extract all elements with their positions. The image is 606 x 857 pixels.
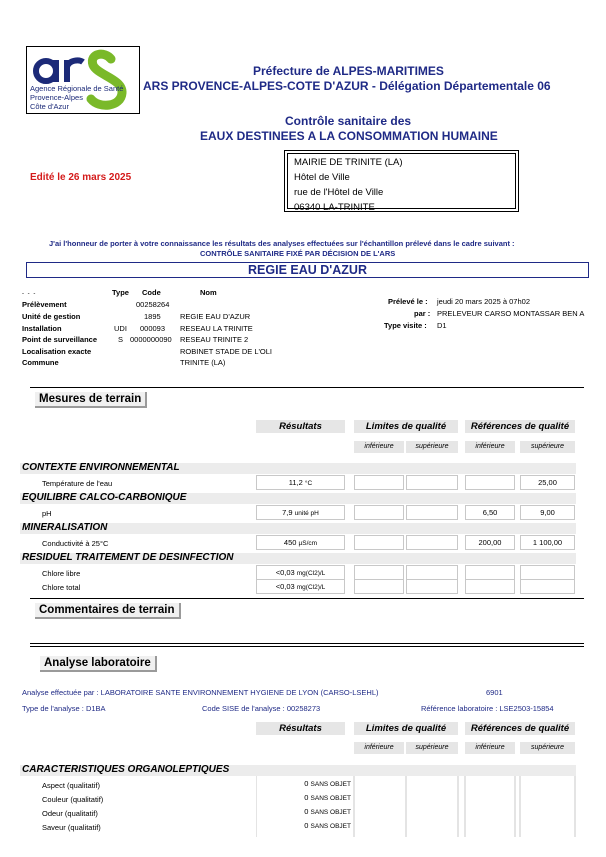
prefecture-title: Préfecture de ALPES-MARITIMES <box>253 64 444 78</box>
result-value: 0 <box>304 779 309 788</box>
intro-line-1: J'ai l'honneur de porter à votre connaissance les résultats des analyses effectuées sur l'échantillon prélevé dans le cadre suivant : <box>49 239 515 248</box>
lim-sup-cell <box>406 579 458 594</box>
dash-mark: - - - <box>22 291 37 297</box>
lim-inf-header: inférieure <box>354 441 404 453</box>
result-cell <box>256 579 345 594</box>
labo-title: Analyse laboratoire <box>40 656 157 672</box>
recipient-address <box>284 150 519 212</box>
installation-nom: RESEAU LA TRINITE <box>180 324 253 333</box>
col-resultats: Résultats <box>256 722 345 735</box>
labo-code: 6901 <box>486 688 503 697</box>
result-unit: SANS OBJET <box>310 809 351 816</box>
col-resultats: Résultats <box>256 420 345 433</box>
localisation-nom: ROBINET STADE DE L'OLI <box>180 347 273 356</box>
ars-logo <box>26 46 140 114</box>
address-line-1: MAIRIE DE TRINITE (LA) <box>294 157 403 168</box>
logo-line-2: Provence-Alpes <box>30 93 83 102</box>
intro-line-2: CONTRÔLE SANITAIRE FIXÉ PAR DÉCISION DE L'ARS <box>200 249 396 258</box>
address-line-3: rue de l'Hôtel de Ville <box>294 187 384 198</box>
result-unit: mg(Cl2)/L <box>296 584 326 591</box>
result-value: 7,9 <box>282 508 293 517</box>
lim-inf-cell <box>354 565 404 580</box>
mesures-terrain-title: Mesures de terrain <box>35 392 147 408</box>
typevisite-label: Type visite : <box>384 321 427 330</box>
col-limites: Limites de qualité <box>354 722 458 735</box>
par-value: PRELEVEUR CARSO MONTASSAR BEN A <box>437 309 585 318</box>
eaux-title: EAUX DESTINEES A LA CONSOMMATION HUMAINE <box>200 129 498 141</box>
unite-code: 1895 <box>144 312 161 321</box>
ref-inf-cell <box>465 579 515 594</box>
col-references: Références de qualité <box>465 420 575 433</box>
ars-title: ARS PROVENCE-ALPES-COTE D'AZUR - Délégation Départementale 06 <box>143 79 551 93</box>
category-title: CONTEXTE ENVIRONNEMENTAL <box>22 462 180 473</box>
point-label: Point de surveillance <box>22 335 98 344</box>
ref-inf-cell <box>465 475 515 490</box>
lim-sup-cell <box>406 565 458 580</box>
col-type-header: Type <box>112 288 129 297</box>
divider <box>30 646 584 647</box>
labo-reference: Référence laboratoire : LSE2503-15854 <box>421 704 554 713</box>
result-unit: mg(Cl2)/L <box>296 570 326 577</box>
result-cell <box>256 475 345 490</box>
result-cell <box>256 565 345 580</box>
result-value: 11,2 <box>288 478 303 487</box>
lim-inf-cell <box>354 475 404 490</box>
lim-sup-cell <box>406 535 458 550</box>
prelevement-code: 00258264 <box>136 300 170 309</box>
commune-nom: TRINITE (LA) <box>180 358 226 367</box>
labo-grid <box>256 775 576 837</box>
category-title: CARACTERISTIQUES ORGANOLEPTIQUES <box>22 764 230 775</box>
result-unit: µS/cm <box>298 540 318 547</box>
prelevement-label: Prélèvement <box>22 300 67 309</box>
result-cell <box>256 535 345 550</box>
result-unit: unité pH <box>294 510 319 517</box>
divider <box>30 643 584 644</box>
result-unit: °C <box>304 480 313 487</box>
col-code-header: Code <box>142 288 161 297</box>
ref-sup-cell <box>520 579 575 594</box>
edited-date: Edité le 26 mars 2025 <box>30 172 132 183</box>
ref-inf-header: inférieure <box>465 441 515 453</box>
row-label: Saveur (qualitatif) <box>42 823 101 832</box>
col-references: Références de qualité <box>465 722 575 735</box>
divider <box>30 598 584 599</box>
ref-inf-header: inférieure <box>465 742 515 754</box>
result-unit: SANS OBJET <box>310 781 351 788</box>
ref-inf-cell: 200,00 <box>465 535 515 550</box>
controle-title: Contrôle sanitaire des <box>285 114 412 128</box>
ref-sup-cell: 25,00 <box>520 475 575 490</box>
commune-label: Commune <box>22 358 59 367</box>
preleve-label: Prélevé le : <box>388 297 428 306</box>
result-value: <0,03 <box>275 568 295 577</box>
lim-sup-cell <box>406 475 458 490</box>
result-unit: SANS OBJET <box>310 795 351 802</box>
ref-sup-cell <box>520 565 575 580</box>
ref-sup-cell: 1 100,00 <box>520 535 575 550</box>
ref-sup-cell: 9,00 <box>520 505 575 520</box>
par-label: par : <box>414 309 431 318</box>
address-line-4: 06340 LA-TRINITE <box>294 202 375 213</box>
address-line-2: Hôtel de Ville <box>294 172 350 183</box>
localisation-label: Localisation exacte <box>22 347 92 356</box>
row-label: Aspect (qualitatif) <box>42 781 100 790</box>
installation-code: 000093 <box>140 324 166 333</box>
installation-label: Installation <box>22 324 62 333</box>
row-label: Chlore total <box>42 583 81 592</box>
lim-sup-header: supérieure <box>406 441 458 453</box>
logo-line-1: Agence Régionale de Santé <box>30 84 124 93</box>
point-code: 0000000090 <box>130 335 172 344</box>
row-label: Odeur (qualitatif) <box>42 809 98 818</box>
point-type: S <box>118 335 124 344</box>
row-label: Chlore libre <box>42 569 81 578</box>
labo-code-sise: Code SISE de l'analyse : 00258273 <box>202 704 321 713</box>
lim-inf-header: inférieure <box>354 742 404 754</box>
preleve-value: jeudi 20 mars 2025 à 07h02 <box>437 297 530 306</box>
category-title: EQUILIBRE CALCO-CARBONIQUE <box>22 492 187 503</box>
lim-inf-cell <box>354 579 404 594</box>
row-label: Température de l'eau <box>42 479 113 488</box>
category-title: RESIDUEL TRAITEMENT DE DESINFECTION <box>22 552 234 563</box>
result-value: 0 <box>304 793 309 802</box>
result-value: 0 <box>304 821 309 830</box>
ref-sup-header: supérieure <box>520 441 575 453</box>
lim-inf-cell <box>354 535 404 550</box>
result-value: 0 <box>304 807 309 816</box>
labo-type: Type de l'analyse : D1BA <box>22 704 106 713</box>
col-limites: Limites de qualité <box>354 420 458 433</box>
labo-effectuee: Analyse effectuée par : LABORATOIRE SANTE ENVIRONNEMENT HYGIENE DE LYON (CARSO-LSEHL) <box>22 688 379 697</box>
row-label: pH <box>42 509 52 518</box>
installation-type: UDI <box>114 324 127 333</box>
result-value: 450 <box>283 538 297 547</box>
commentaires-title: Commentaires de terrain <box>35 603 181 619</box>
lim-sup-header: supérieure <box>406 742 458 754</box>
point-nom: RESEAU TRINITE 2 <box>180 335 249 344</box>
ref-inf-cell <box>465 565 515 580</box>
row-label: Conductivité à 25°C <box>42 539 109 548</box>
ref-sup-header: supérieure <box>520 742 575 754</box>
typevisite-value: D1 <box>437 321 447 330</box>
col-nom-header: Nom <box>200 288 217 297</box>
ref-inf-cell: 6,50 <box>465 505 515 520</box>
category-title: MINERALISATION <box>22 522 108 533</box>
logo-line-3: Côte d'Azur <box>30 102 69 111</box>
result-unit: SANS OBJET <box>310 823 351 830</box>
result-cell <box>256 505 345 520</box>
regie-banner: REGIE EAU D'AZUR <box>26 262 589 278</box>
lim-sup-cell <box>406 505 458 520</box>
lim-inf-cell <box>354 505 404 520</box>
unite-nom: REGIE EAU D'AZUR <box>180 312 251 321</box>
divider <box>30 387 584 388</box>
unite-label: Unité de gestion <box>22 312 81 321</box>
row-label: Couleur (qualitatif) <box>42 795 104 804</box>
result-value: <0,03 <box>275 582 295 591</box>
